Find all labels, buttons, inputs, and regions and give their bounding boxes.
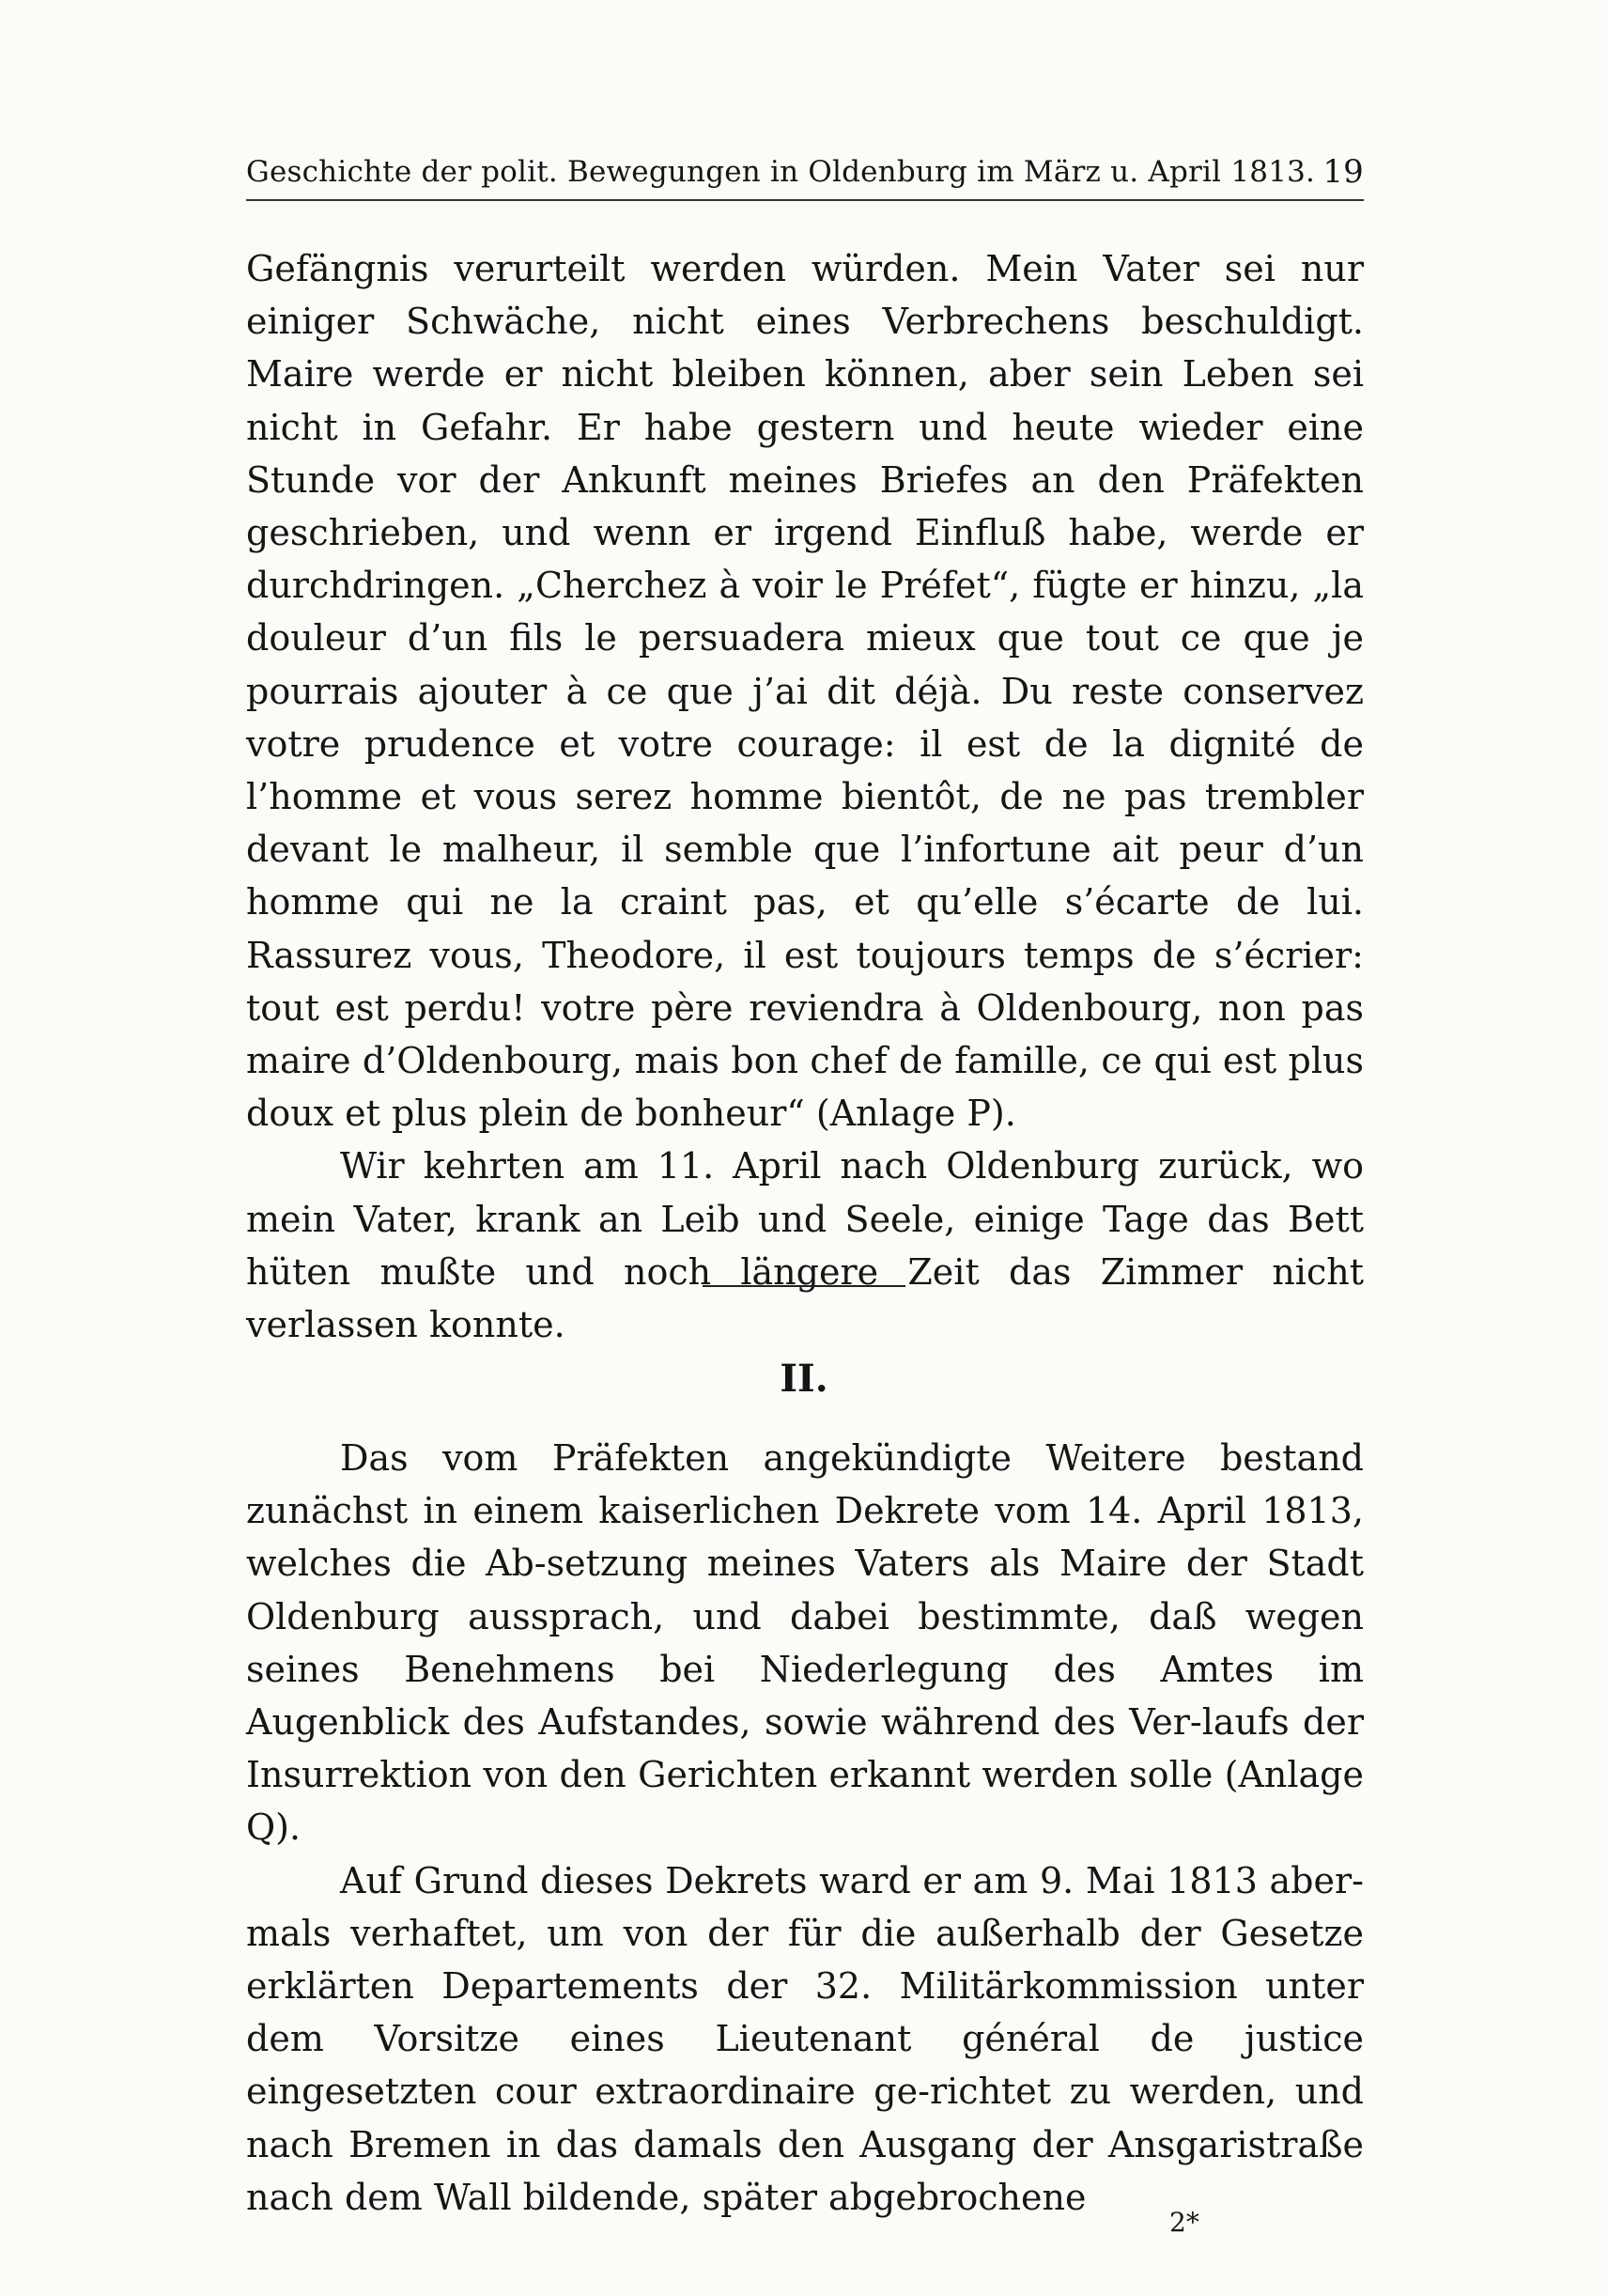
header-rule — [246, 199, 1364, 201]
paragraph-return-to-oldenburg: Wir kehrten am 11. April nach Oldenburg zurück, wo mein Vater, krank an Leib und Seele, einige Tage das Bett hüten mußte und noch längere Zeit das Zimmer nicht verlassen konnte. — [246, 1145, 1364, 1346]
section-heading: II. — [780, 1357, 828, 1401]
text-block-part-2 — [246, 1432, 1364, 2224]
page-number: 19 — [1322, 153, 1364, 191]
paragraph-continued: Gefängnis verurteilt werden würden. Mein Vater sei nur einiger Schwäche, nicht eines Verbrechens beschuldigt. Maire werde er nicht bleiben können, aber sein Leben sei nicht in Gefahr. Er habe gestern und heute wieder eine Stunde vor der Ankunft meines Briefes an den Präfekten geschrieben, und wenn er irgend Einfluß habe, werde er durchdringen. „Cherchez à voir le Préfet“, fügte er hinzu, „la douleur d’un fils le persuadera mieux que tout ce que je pourrais ajouter à ce que j’ai dit déjà. Du reste conservez votre prudence et votre courage: il est de la dignité de l’homme et vous serez homme bientôt, de ne pas trembler devant le malheur, il semble que l’infortune ait peur d’un homme qui ne la craint pas, et qu’elle s’écarte de lui. Rassurez vous, Theodore, il est toujours temps de s’écrier: tout est perdu! votre père reviendra à Oldenbourg, non pas maire d’Oldenbourg, mais bon chef de famille, ce qui est plus doux et plus plein de bonheur“ (Anlage P). — [246, 248, 1364, 1135]
text-block-part-1 — [246, 242, 1364, 1351]
paragraph-imperial-decree: Das vom Präfekten angekündigte Weitere bestand zunächst in einem kaiserlichen Dekrete vom 14. April 1813, welches die Ab-setzung meines Vaters als Maire der Stadt Oldenburg aussprach, und dabei bestimmte, daß wegen seines Benehmens bei Niederlegung des Amtes im Augenblick des Aufstandes, sowie während des Ver-laufs der Insurrektion von den Gerichten erkannt werden solle (Anlage Q). — [246, 1437, 1364, 1849]
signature-mark: 2* — [1169, 2207, 1199, 2238]
paragraph-arrest: Auf Grund dieses Dekrets ward er am 9. Mai 1813 aber-mals verhaftet, um von der für die außerhalb der Gesetze erklärten Departements der 32. Militärkommission unter dem Vorsitze eines Lieutenant général de justice eingesetzten cour extraordinaire ge-richtet zu werden, und nach Bremen in das damals den Ausgang der Ansgaristraße nach dem Wall bildende, später abgebrochene — [246, 1859, 1364, 2218]
section-divider-rule — [703, 1285, 905, 1287]
running-head — [246, 148, 1364, 195]
running-head-title: Geschichte der polit. Bewegungen in Oldenburg im März u. April 1813. — [246, 155, 1316, 189]
